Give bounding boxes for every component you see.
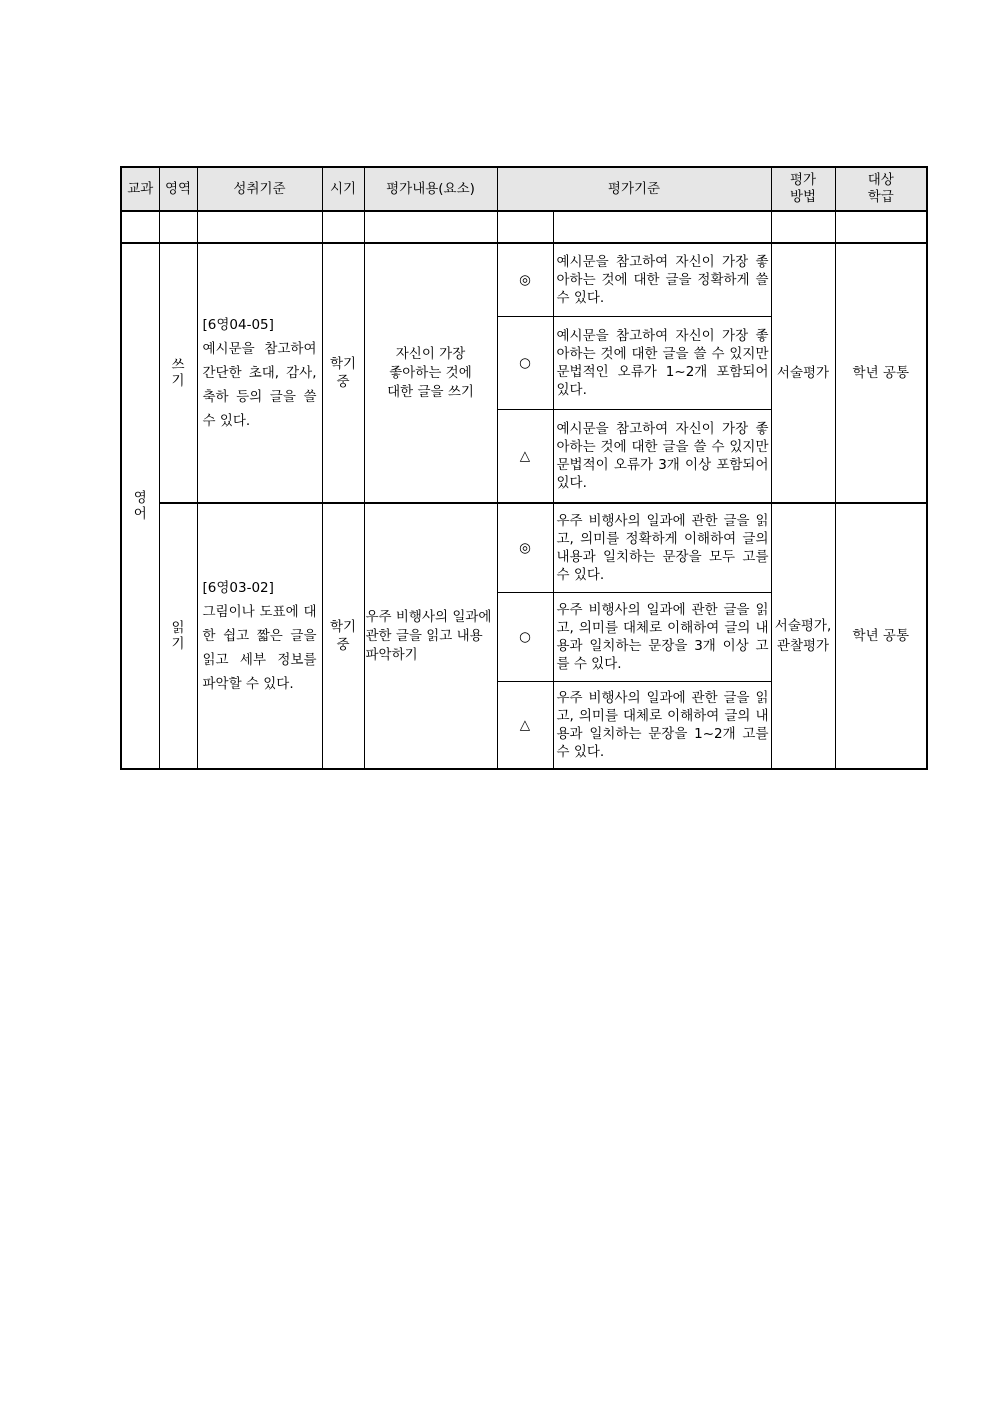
spacer-cell — [322, 211, 364, 243]
header-subject: 교과 — [121, 167, 159, 211]
subject-cell — [121, 243, 159, 769]
header-criteria: 평가기준 — [497, 167, 771, 211]
criteria-text: 예시문을 참고하여 자신이 가장 좋아하는 것에 대한 글을 쓸 수 있지만 문법적이 오류가 3개 이상 포함되어 있다. — [553, 410, 771, 504]
spacer-cell — [553, 211, 771, 243]
header-content: 평가내용(요소) — [364, 167, 497, 211]
standard-cell: [6영04-05] 예시문을 참고하여 간단한 초대, 감사, 축하 등의 글을 쓸 수 있다. — [197, 243, 322, 503]
table-row — [121, 243, 927, 317]
spacer-cell — [197, 211, 322, 243]
table-row — [121, 503, 927, 593]
spacer-cell — [121, 211, 159, 243]
spacer-cell — [771, 211, 835, 243]
criteria-text: 우주 비행사의 일과에 관한 글을 읽고, 의미를 정확하게 이해하여 글의 내용과 일치하는 문장을 모두 고를 수 있다. — [553, 503, 771, 593]
target-cell: 학년 공통 — [835, 243, 927, 503]
header-target: 대상 학급 — [835, 167, 927, 211]
criteria-text: 우주 비행사의 일과에 관한 글을 읽고, 의미를 대체로 이해하여 글의 내용과 일치하는 문장을 1~2개 고를 수 있다. — [553, 682, 771, 770]
method-cell: 서술평가 — [771, 243, 835, 503]
period-cell: 학기 중 — [322, 243, 364, 503]
header-period: 시기 — [322, 167, 364, 211]
header-row — [121, 167, 927, 211]
method-cell: 서술평가, 관찰평가 — [771, 503, 835, 769]
level-symbol: ◎ — [497, 503, 553, 593]
domain-cell — [159, 243, 197, 503]
spacer-cell — [835, 211, 927, 243]
header-domain: 영역 — [159, 167, 197, 211]
spacer-cell — [364, 211, 497, 243]
criteria-text: 예시문을 참고하여 자신이 가장 좋아하는 것에 대한 글을 쓸 수 있지만 문법적인 오류가 1~2개 포함되어 있다. — [553, 317, 771, 410]
criteria-text: 예시문을 참고하여 자신이 가장 좋아하는 것에 대한 글을 정확하게 쓸 수 있다. — [553, 243, 771, 317]
domain-label: 읽기 — [171, 619, 185, 652]
domain-cell — [159, 503, 197, 769]
level-symbol: ○ — [497, 317, 553, 410]
header-standard: 성취기준 — [197, 167, 322, 211]
level-symbol: ○ — [497, 593, 553, 682]
content-cell: 자신이 가장 좋아하는 것에 대한 글을 쓰기 — [364, 243, 497, 503]
standard-cell: [6영03-02] 그림이나 도표에 대한 쉽고 짧은 글을 읽고 세부 정보를 파악할 수 있다. — [197, 503, 322, 769]
spacer-cell — [497, 211, 553, 243]
level-symbol: △ — [497, 410, 553, 504]
spacer-cell — [159, 211, 197, 243]
subject-label: 영어 — [133, 489, 147, 522]
period-cell: 학기 중 — [322, 503, 364, 769]
level-symbol: ◎ — [497, 243, 553, 317]
evaluation-plan-table — [120, 166, 928, 770]
domain-label: 쓰기 — [171, 356, 185, 389]
header-method: 평가 방법 — [771, 167, 835, 211]
spacer-row — [121, 211, 927, 243]
content-cell: 우주 비행사의 일과에 관한 글을 읽고 내용 파악하기 — [364, 503, 497, 769]
level-symbol: △ — [497, 682, 553, 770]
criteria-text: 우주 비행사의 일과에 관한 글을 읽고, 의미를 대체로 이해하여 글의 내용과 일치하는 문장을 3개 이상 고를 수 있다. — [553, 593, 771, 682]
target-cell: 학년 공통 — [835, 503, 927, 769]
